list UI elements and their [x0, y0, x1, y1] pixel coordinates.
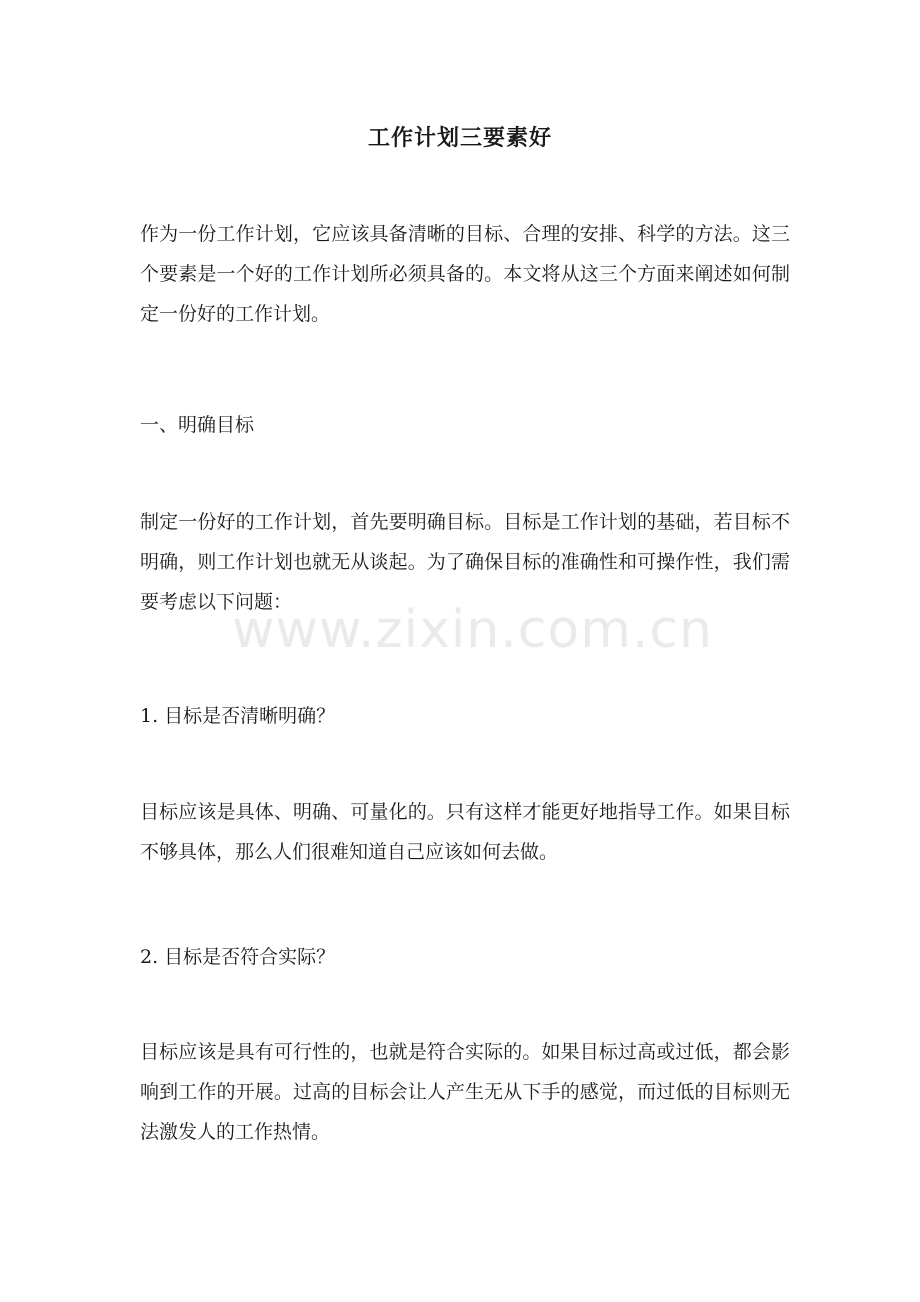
question-body-realistic: 目标应该是具有可行性的，也就是符合实际的。如果目标过高或过低，都会影响到工作的开展。过高的目标会让人产生无从下手的感觉，而过低的目标则无法激发人的工作热情。 — [140, 1041, 790, 1143]
question-heading-clear: 1. 目标是否清晰明确？ — [140, 705, 336, 727]
section-body-goals: 制定一份好的工作计划，首先要明确目标。目标是工作计划的基础，若目标不明确，则工作计划也就无从谈起。为了确保目标的准确性和可操作性，我们需要考虑以下问题： — [140, 511, 790, 613]
question-heading-realistic: 2. 目标是否符合实际？ — [140, 946, 336, 968]
section-heading-goals: 一、明确目标 — [140, 414, 255, 436]
watermark: www.zixin.com.cn — [232, 600, 713, 660]
document-title: 工作计划三要素好 — [367, 125, 552, 151]
question-body-clear: 目标应该是具体、明确、可量化的。只有这样才能更好地指导工作。如果目标不够具体，那么人们很难知道自己应该如何去做。 — [140, 801, 790, 863]
intro-paragraph: 作为一份工作计划，它应该具备清晰的目标、合理的安排、科学的方法。这三个要素是一个好的工作计划所必须具备的。本文将从这三个方面来阐述如何制定一份好的工作计划。 — [140, 223, 790, 325]
